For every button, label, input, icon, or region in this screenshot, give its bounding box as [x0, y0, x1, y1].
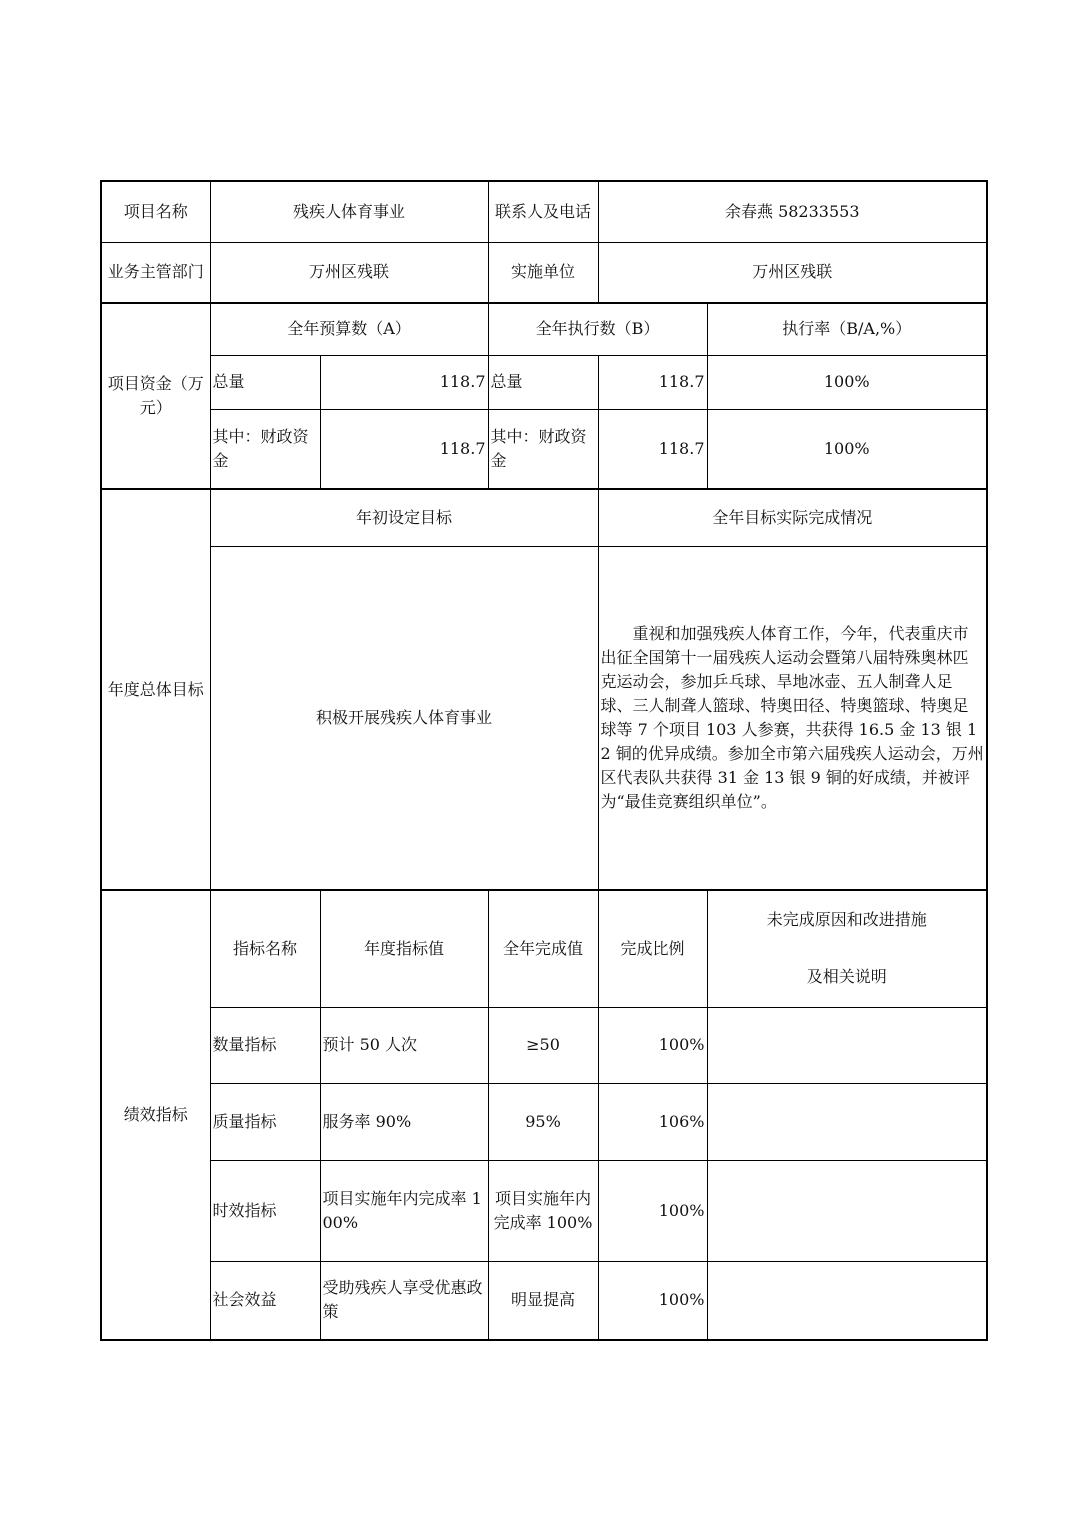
perf-row-ratio: 100% [598, 1261, 707, 1340]
funds-row-exec: 118.7 [598, 409, 707, 489]
funds-budget-header: 全年预算数（A） [210, 303, 488, 355]
funds-exec-header: 全年执行数（B） [488, 303, 707, 355]
funds-row-label: 其中：财政资金 [210, 409, 320, 489]
perf-row-ratio: 100% [598, 1007, 707, 1083]
dept-value: 万州区残联 [210, 242, 488, 303]
perf-label: 绩效指标 [101, 890, 210, 1340]
perf-note-header-line2: 及相关说明 [806, 967, 887, 987]
perf-row-note [707, 1261, 987, 1340]
perf-row-done: 明显提高 [488, 1261, 598, 1340]
goals-actual-header: 全年目标实际完成情况 [598, 489, 987, 546]
perf-done-header: 全年完成值 [488, 890, 598, 1007]
perf-row-target: 受助残疾人享受优惠政策 [320, 1261, 488, 1340]
funds-row-budget: 118.7 [320, 355, 488, 409]
perf-note-header-line1: 未完成原因和改进措施 [766, 910, 927, 930]
impl-value: 万州区残联 [598, 242, 987, 303]
project-name-label: 项目名称 [101, 181, 210, 242]
funds-label: 项目资金（万元） [101, 303, 210, 489]
perf-row-name: 时效指标 [210, 1160, 320, 1261]
funds-row-rate: 100% [707, 355, 987, 409]
goals-set-text: 积极开展残疾人体育事业 [210, 546, 598, 890]
perf-row-done: ≥50 [488, 1007, 598, 1083]
perf-row-note [707, 1083, 987, 1160]
funds-row-label: 总量 [488, 355, 598, 409]
funds-row-label: 其中：财政资金 [488, 409, 598, 489]
funds-row-rate: 100% [707, 409, 987, 489]
funds-row-exec: 118.7 [598, 355, 707, 409]
funds-row-label: 总量 [210, 355, 320, 409]
contact-label: 联系人及电话 [488, 181, 598, 242]
perf-row-done: 95% [488, 1083, 598, 1160]
perf-name-header: 指标名称 [210, 890, 320, 1007]
perf-row-target: 服务率 90% [320, 1083, 488, 1160]
project-name-value: 残疾人体育事业 [210, 181, 488, 242]
perf-target-header: 年度指标值 [320, 890, 488, 1007]
perf-row-done: 项目实施年内完成率 100% [488, 1160, 598, 1261]
dept-label: 业务主管部门 [101, 242, 210, 303]
perf-row-target: 项目实施年内完成率 100% [320, 1160, 488, 1261]
goals-set-header: 年初设定目标 [210, 489, 598, 546]
perf-row-ratio: 100% [598, 1160, 707, 1261]
perf-row-name: 数量指标 [210, 1007, 320, 1083]
perf-row-name: 质量指标 [210, 1083, 320, 1160]
goals-label: 年度总体目标 [101, 489, 210, 890]
funds-row-budget: 118.7 [320, 409, 488, 489]
goals-actual-text: 重视和加强残疾人体育工作，今年，代表重庆市出征全国第十一届残疾人运动会暨第八届特殊奥林匹克运动会，参加乒乓球、旱地冰壶、五人制聋人足球、三人制聋人篮球、特奥田径、特奥篮球、特奥足球等 7 个项目 103 人参赛，共获得 16.5 金 13 银 12 铜的优异成绩。参加全市第六届残疾人运动会，万州区代表队共获得 31 金 13 银 9 铜的好成绩，并被评为“最佳竞赛组织单位”。 [598, 546, 987, 890]
impl-label: 实施单位 [488, 242, 598, 303]
perf-note-header [707, 890, 987, 1007]
perf-row-target: 预计 50 人次 [320, 1007, 488, 1083]
performance-evaluation-table [100, 180, 988, 1341]
perf-ratio-header: 完成比例 [598, 890, 707, 1007]
funds-rate-header: 执行率（B/A,%） [707, 303, 987, 355]
perf-row-note [707, 1160, 987, 1261]
contact-value: 余春燕 58233553 [598, 181, 987, 242]
perf-row-ratio: 106% [598, 1083, 707, 1160]
perf-row-name: 社会效益 [210, 1261, 320, 1340]
perf-row-note [707, 1007, 987, 1083]
